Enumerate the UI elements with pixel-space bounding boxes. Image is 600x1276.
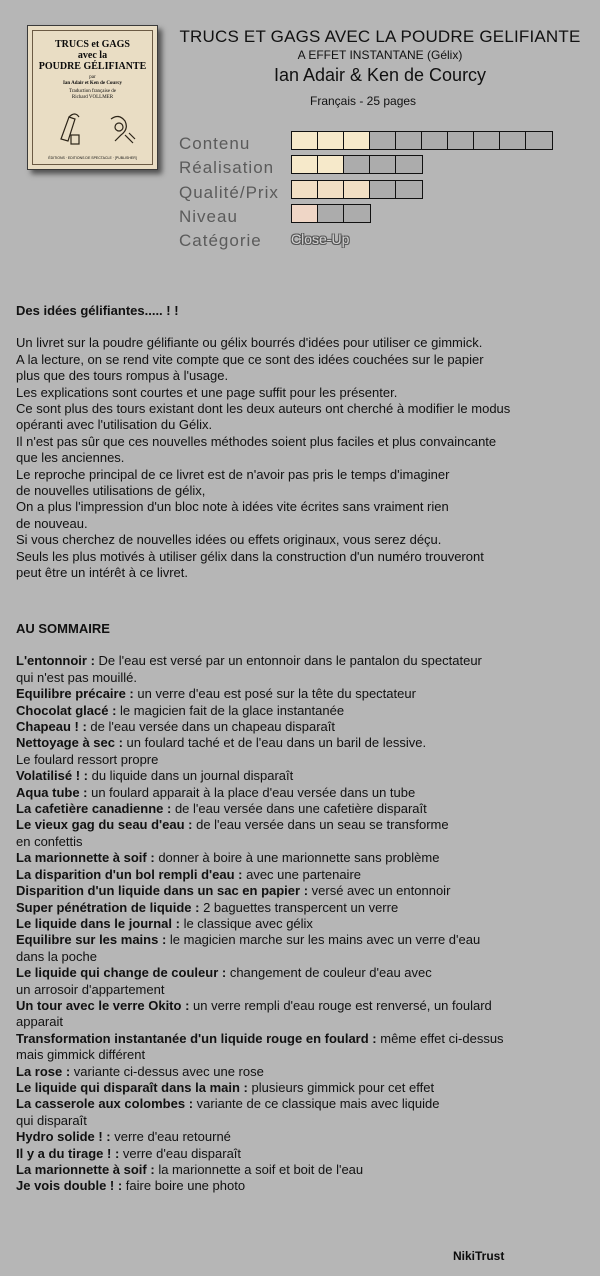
review-line: Ce sont plus des tours existant dont les deux auteurs ont cherché à modifier le modus [16,401,511,417]
toc-item-description: verre d'eau disparaît [122,1145,242,1161]
toc-item-title: Transformation instantanée d'un liquide rouge en foulard : [16,1030,381,1046]
toc-item-description: de l'eau versée dans un chapeau disparaît [90,719,336,735]
toc-item-title: Un tour avec le verre Okito : [16,997,194,1013]
toc-item-continuation: qui n'est pas mouillé. [16,669,137,685]
category-value: Close-Up [291,231,350,247]
toc-item-title: Le vieux gag du seau d'eau : [16,817,197,833]
rating-bar-contenu [291,131,553,150]
toc-item-description: verre d'eau retourné [114,1129,231,1145]
toc-item-title: Le liquide qui disparaît dans la main : [16,1079,252,1095]
review-line: Si vous cherchez de nouvelles idées ou effets originaux, vous serez déçu. [16,532,442,548]
toc-item [16,1064,596,1080]
toc-item-title: Aqua tube : [16,784,92,800]
toc-item-description: du liquide dans un journal disparaît [91,768,294,784]
toc-item [16,703,596,719]
cover-translator: Traduction française de [68,89,117,94]
signature: NikiTrust [453,1249,505,1263]
review-line: de nouvelles utilisations de gélix, [16,483,206,499]
rating-segment-filled [344,181,370,198]
rating-label-qualite-prix: Qualité/Prix [179,183,279,202]
cover-authors: Ian Adair et Ken de Courcy [62,81,123,86]
toc-item-continuation: qui disparaît [16,1112,87,1128]
toc-item [16,817,596,833]
cover-title-line: avec la [77,50,108,61]
toc-item-description: un verre rempli d'eau rouge est renversé, un foulard [193,997,492,1013]
rating-segment-empty [448,132,474,149]
toc-item-description: De l'eau est versé par un entonnoir dans le pantalon du spectateur [98,653,482,669]
toc-item-description: donner à boire à une marionnette sans problème [158,850,440,866]
toc-item-description: même effet ci-dessus [380,1030,504,1046]
review-line: Un livret sur la poudre gélifiante ou gélix bourrés d'idées pour utiliser ce gimmick. [16,335,483,351]
toc-item-description: de l'eau versée dans un seau se transforme [196,817,449,833]
toc-item [16,883,596,899]
cover-title [33,39,152,72]
toc-item-description: versé avec un entonnoir [311,883,451,899]
toc-item-description: variante de ce classique mais avec liquide [196,1096,440,1112]
authors: Ian Adair & Ken de Courcy [273,65,487,85]
rating-segment-filled [344,132,370,149]
toc-item [16,653,596,669]
cover-illustration-icon [51,109,141,147]
rating-segment-empty [344,205,370,222]
toc-item-title: Super pénétration de liquide : [16,899,204,915]
toc-item-continuation: dans la poche [16,948,97,964]
rating-segment-filled [318,181,344,198]
toc-item [16,735,596,751]
toc-item-title: Nettoyage à sec : [16,735,127,751]
rating-segment-filled [292,156,318,173]
toc-item-description: variante ci-dessus avec une rose [73,1063,264,1079]
toc-item-title: La cafetière canadienne : [16,801,175,817]
toc-item-title: Le liquide dans le journal : [16,915,184,931]
toc-item [16,932,596,948]
toc-item-title: Le liquide qui change de couleur : [16,965,230,981]
toc-item-title: L'entonnoir : [16,653,99,669]
review-heading: Des idées gélifiantes..... ! ! [16,303,179,318]
toc-item-description: avec une partenaire [246,866,362,882]
page-subtitle: A EFFET INSTANTANE (Gélix) [297,48,463,62]
toc-item [16,1096,596,1112]
toc-item-title: Hydro solide ! : [16,1129,115,1145]
rating-segment-empty [422,132,448,149]
rating-label-contenu: Contenu [179,134,251,153]
cover-frame [32,30,153,165]
rating-segment-empty [370,181,396,198]
toc-item-description: faire boire une photo [125,1178,246,1194]
review-body [16,335,596,581]
toc-item [16,686,596,702]
toc-item-description: changement de couleur d'eau avec [229,965,432,981]
toc-item [16,900,596,916]
review-line: On a plus l'impression d'un bloc note à idées vite écrites sans vraiment rien [16,499,449,515]
cover-par: par [89,75,96,80]
toc-item [16,719,596,735]
rating-segment-empty [396,132,422,149]
toc-item-title: La disparition d'un bol rempli d'eau : [16,866,247,882]
review-line: peut être un intérêt à ce livret. [16,565,188,581]
cover-title-line: TRUCS et GAGS [54,39,130,50]
toc-item-description: plusieurs gimmick pour cet effet [251,1079,435,1095]
rating-segment-empty [370,132,396,149]
rating-segment-filled [292,181,318,198]
toc-item [16,1162,596,1178]
rating-bar-qualite-prix [291,180,423,199]
toc-item-continuation: mais gimmick différent [16,1047,146,1063]
rating-segment-filled [318,156,344,173]
toc-item-description: de l'eau versée dans une cafetière disparaît [174,801,427,817]
toc-item-title: Il y a du tirage ! : [16,1145,123,1161]
toc-item [16,1178,596,1194]
toc-item [16,1080,596,1096]
review-line: de nouveau. [16,515,88,531]
toc-item-continuation: en confettis [16,833,83,849]
rating-segment-filled [292,205,318,222]
category-label: Catégorie [179,231,262,250]
rating-segment-empty [500,132,526,149]
review-line: Les explications sont courtes et une page suffit pour les présenter. [16,384,398,400]
toc-item [16,1129,596,1145]
cover-translator-name: Richard VOLLMER [71,95,114,100]
toc-item-title: La casserole aux colombes : [16,1096,197,1112]
cover-footer: ÉDITIONS · EDITIONS DE SPECTACLE · [PUBLISHER] [48,156,137,160]
toc-item [16,965,596,981]
cover-title-line: POUDRE GÉLIFIANTE [38,61,147,72]
toc-item-title: Chapeau ! : [16,719,91,735]
toc-list [16,653,596,1194]
toc-item-title: La rose : [16,1063,74,1079]
toc-item-description: 2 baguettes transpercent un verre [203,899,399,915]
toc-item-description: le magicien fait de la glace instantanée [120,702,345,718]
toc-section [16,621,596,1195]
rating-segment-empty [396,181,422,198]
rating-segment-empty [318,205,344,222]
rating-label-niveau: Niveau [179,207,238,226]
rating-segment-empty [526,132,552,149]
toc-item [16,998,596,1014]
review-line: Le reproche principal de ce livret est de n'avoir pas pris le temps d'imaginer [16,466,450,482]
rating-bar-niveau [291,204,371,223]
toc-heading: AU SOMMAIRE [16,621,110,636]
review-line: plus que des tours rompus à l'usage. [16,368,229,384]
rating-segment-empty [370,156,396,173]
language-pages: Français - 25 pages [310,94,417,108]
page-title: TRUCS ET GAGS AVEC LA POUDRE GELIFIANTE [179,27,581,46]
toc-item-title: Equilibre sur les mains : [16,932,170,948]
toc-item-continuation: Le foulard ressort propre [16,751,159,767]
toc-item [16,867,596,883]
toc-item-description: le classique avec gélix [183,915,313,931]
toc-item-description: un verre d'eau est posé sur la tête du spectateur [137,686,416,702]
toc-item-continuation: apparait [16,1014,63,1030]
toc-item [16,1031,596,1047]
toc-item-title: Je vois double ! : [16,1178,126,1194]
toc-item [16,801,596,817]
review-line: A la lecture, on se rend vite compte que ce sont des idées couchées sur le papier [16,351,484,367]
review-line: Seuls les plus motivés à utiliser gélix dans la construction d'un numéro trouveront [16,548,484,564]
toc-item-title: La marionnette à soif : [16,850,159,866]
rating-segment-empty [474,132,500,149]
toc-item-description: la marionnette a soif et boit de l'eau [158,1162,364,1177]
toc-item [16,785,596,801]
rating-segment-filled [318,132,344,149]
rating-bar-realisation [291,155,423,174]
rating-segment-empty [396,156,422,173]
review-section [16,303,596,582]
toc-item-title: La marionnette à soif : [16,1162,159,1177]
rating-segment-filled [292,132,318,149]
toc-item-continuation: un arrosoir d'appartement [16,981,165,997]
rating-segment-empty [344,156,370,173]
toc-item [16,850,596,866]
toc-item-title: Disparition d'un liquide dans un sac en papier : [16,883,312,899]
toc-item-description: un foulard apparait à la place d'eau versée dans un tube [91,784,416,800]
toc-item-title: Equilibre précaire : [16,686,138,702]
toc-item-title: Chocolat glacé : [16,702,121,718]
review-line: Il n'est pas sûr que ces nouvelles méthodes soient plus faciles et plus convaincante [16,433,497,449]
toc-item [16,916,596,932]
toc-item [16,1146,596,1162]
book-cover [27,25,158,170]
review-line: que les anciennes. [16,450,125,466]
toc-item-description: un foulard taché et de l'eau dans un baril de lessive. [126,735,427,751]
toc-item-title: Volatilisé ! : [16,768,92,784]
review-line: opéranti avec l'utilisation du Gélix. [16,417,213,433]
rating-label-realisation: Réalisation [179,158,275,177]
toc-item-description: le magicien marche sur les mains avec un verre d'eau [169,932,481,948]
toc-item [16,768,596,784]
